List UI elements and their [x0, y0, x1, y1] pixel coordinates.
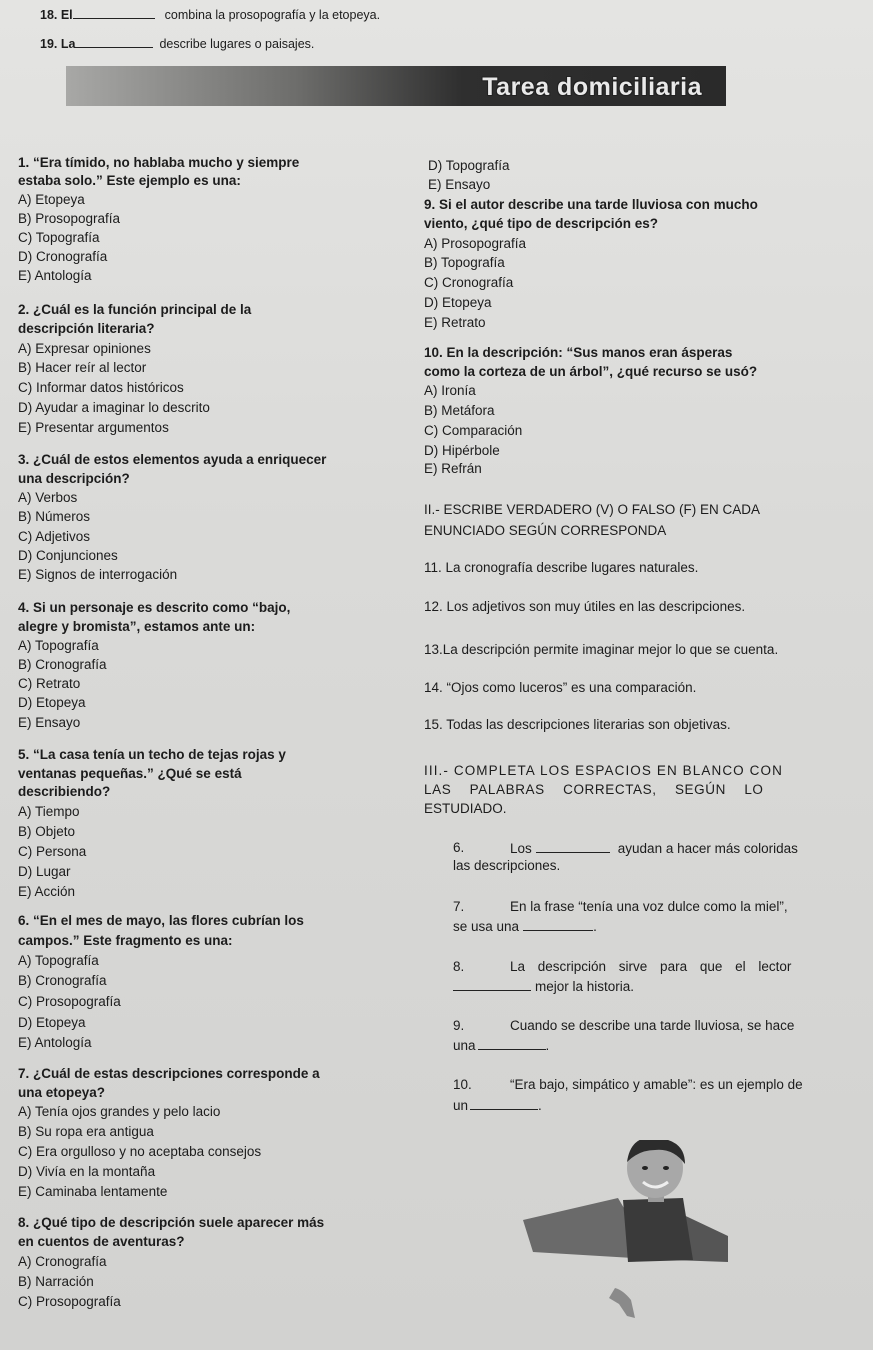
q3-text-2: una descripción?	[18, 471, 130, 486]
option: C) Persona	[18, 844, 87, 859]
tf-statement: 15. Todas las descripciones literarias son objetivas.	[424, 717, 731, 732]
option: D) Cronografía	[18, 249, 108, 264]
option: B) Objeto	[18, 824, 76, 839]
fill-8-cont: mejor la historia.	[453, 978, 634, 995]
option: D) Ayudar a imaginar lo descrito	[18, 400, 210, 415]
fill-6-num: 6.	[453, 840, 465, 855]
section-banner	[66, 66, 726, 106]
answer-blank	[470, 1097, 538, 1110]
option: A) Etopeya	[18, 192, 85, 207]
q8-text-1: 8. ¿Qué tipo de descripción suele aparecer más	[18, 1215, 325, 1230]
option: A) Cronografía	[18, 1254, 107, 1269]
fill-10-num: 10.	[453, 1077, 472, 1092]
fill-10-line: “Era bajo, simpático y amable”: es un ejemplo de	[510, 1077, 803, 1092]
tf-statement: 13.La descripción permite imaginar mejor lo que se cuenta.	[424, 642, 779, 657]
q9-text-2: viento, ¿qué tipo de descripción es?	[424, 216, 659, 231]
option: C) Era orgulloso y no aceptaba consejos	[18, 1144, 262, 1159]
option: B) Prosopografía	[18, 211, 121, 226]
option: A) Topografía	[18, 953, 99, 968]
option: D) Etopeya	[424, 295, 492, 310]
eye	[663, 1166, 669, 1170]
option: E) Antología	[18, 1035, 92, 1050]
option: C) Prosopografía	[18, 1294, 121, 1309]
section-2-heading-1: II.- ESCRIBE VERDADERO (V) O FALSO (F) EN CADA	[424, 502, 761, 517]
fill-9-num: 9.	[453, 1018, 465, 1033]
q2-text-1: 2. ¿Cuál es la función principal de la	[18, 302, 252, 317]
fill-9-cont: una .	[453, 1038, 550, 1053]
option: A) Tenía ojos grandes y pelo lacio	[18, 1104, 221, 1119]
option: D) Conjunciones	[18, 548, 118, 563]
pointing-hand	[609, 1288, 635, 1318]
option: A) Topografía	[18, 638, 99, 653]
option: C) Informar datos históricos	[18, 380, 184, 395]
eye	[642, 1166, 648, 1170]
q9-text-1: 9. Si el autor describe una tarde lluviosa con mucho	[424, 197, 758, 212]
q10-text-2: como la corteza de un árbol”, ¿qué recurso se usó?	[424, 364, 758, 379]
option: D) Vivía en la montaña	[18, 1164, 156, 1179]
section-3-heading-1: III.- COMPLETA LOS ESPACIOS EN BLANCO CON	[424, 763, 783, 778]
section-3-heading-2: LAS PALABRAS CORRECTAS, SEGÚN LO	[424, 782, 764, 797]
option: E) Presentar argumentos	[18, 420, 169, 435]
option: E) Retrato	[424, 315, 486, 330]
tf-statement: 11. La cronografía describe lugares naturales.	[424, 560, 699, 575]
option: D) Topografía	[428, 158, 510, 173]
q1-text-1: 1. “Era tímido, no hablaba mucho y siempre	[18, 155, 300, 170]
tf-statement: 14. “Ojos como luceros” es una comparación.	[424, 680, 697, 695]
q8-text-2: en cuentos de aventuras?	[18, 1234, 185, 1249]
fill-9-line: Cuando se describe una tarde lluviosa, se hace	[510, 1018, 795, 1033]
q5-text-1: 5. “La casa tenía un techo de tejas rojas y	[18, 747, 286, 762]
option: B) Números	[18, 509, 91, 524]
option: C) Adjetivos	[18, 529, 91, 544]
option: D) Etopeya	[18, 695, 86, 710]
option: A) Ironía	[424, 383, 476, 398]
question-19: 19. La describe lugares o paisajes.	[40, 37, 315, 51]
option: B) Cronografía	[18, 973, 107, 988]
option: A) Tiempo	[18, 804, 80, 819]
question-18: 18. El combina la prosopografía y la etopeya.	[40, 8, 381, 22]
fill-6-cont: las descripciones.	[453, 858, 561, 873]
section-3-heading-3: ESTUDIADO.	[424, 801, 507, 816]
q7-text-2: una etopeya?	[18, 1085, 106, 1100]
option: E) Refrán	[424, 461, 482, 476]
option: B) Hacer reír al lector	[18, 360, 147, 375]
option: E) Acción	[18, 884, 76, 899]
fill-7-cont: se usa una .	[453, 919, 597, 934]
option: A) Expresar opiniones	[18, 341, 151, 356]
option: C) Retrato	[18, 676, 81, 691]
q5-text-3: describiendo?	[18, 784, 111, 799]
q6-text-1: 6. “En el mes de mayo, las flores cubrían los	[18, 913, 304, 928]
answer-blank	[478, 1037, 546, 1050]
tf-statement: 12. Los adjetivos son muy útiles en las descripciones.	[424, 599, 746, 614]
fill-10-cont: un .	[453, 1098, 542, 1113]
q7-text-1: 7. ¿Cuál de estas descripciones corresponde a	[18, 1066, 320, 1081]
option: D) Hipérbole	[424, 443, 500, 458]
section-2-heading-2: ENUNCIADO SEGÚN CORRESPONDA	[424, 523, 667, 538]
q6-text-2: campos.” Este fragmento es una:	[18, 933, 233, 948]
option: B) Topografía	[424, 255, 505, 270]
answer-blank	[523, 918, 593, 931]
option: C) Cronografía	[424, 275, 514, 290]
answer-blank	[75, 35, 153, 48]
q5-text-2: ventanas pequeñas.” ¿Qué se está	[18, 766, 242, 781]
answer-blank	[536, 840, 610, 853]
q10-text-1: 10. En la descripción: “Sus manos eran ásperas	[424, 345, 733, 360]
boy-illustration	[523, 1140, 733, 1320]
fill-6-line: Los ayudan a hacer más coloridas	[510, 841, 798, 856]
torso	[623, 1198, 693, 1262]
option: E) Ensayo	[18, 715, 81, 730]
option: E) Signos de interrogación	[18, 567, 178, 582]
fill-7-num: 7.	[453, 899, 465, 914]
option: A) Verbos	[18, 490, 78, 505]
q4-text-1: 4. Si un personaje es descrito como “bajo,	[18, 600, 291, 615]
option: A) Prosopografía	[424, 236, 527, 251]
option: E) Ensayo	[428, 177, 491, 192]
option: B) Su ropa era antigua	[18, 1124, 154, 1139]
option: C) Topografía	[18, 230, 100, 245]
fill-7-line: En la frase “tenía una voz dulce como la miel”,	[510, 899, 788, 914]
option: C) Prosopografía	[18, 994, 121, 1009]
q3-text-1: 3. ¿Cuál de estos elementos ayuda a enriquecer	[18, 452, 327, 467]
q4-text-2: alegre y bromista”, estamos ante un:	[18, 619, 256, 634]
answer-blank	[453, 978, 531, 991]
option: D) Lugar	[18, 864, 71, 879]
fill-8-num: 8.	[453, 959, 465, 974]
option: D) Etopeya	[18, 1015, 86, 1030]
option: B) Narración	[18, 1274, 94, 1289]
arm-left	[523, 1198, 633, 1258]
option: E) Antología	[18, 268, 92, 283]
banner-title: Tarea domiciliaria	[482, 73, 702, 101]
q2-text-2: descripción literaria?	[18, 321, 155, 336]
option: E) Caminaba lentamente	[18, 1184, 168, 1199]
fill-8-line: La descripción sirve para que el lector	[510, 959, 792, 974]
option: B) Metáfora	[424, 403, 495, 418]
q1-text-2: estaba solo.” Este ejemplo es una:	[18, 173, 241, 188]
answer-blank	[73, 6, 155, 19]
option: B) Cronografía	[18, 657, 107, 672]
option: C) Comparación	[424, 423, 523, 438]
